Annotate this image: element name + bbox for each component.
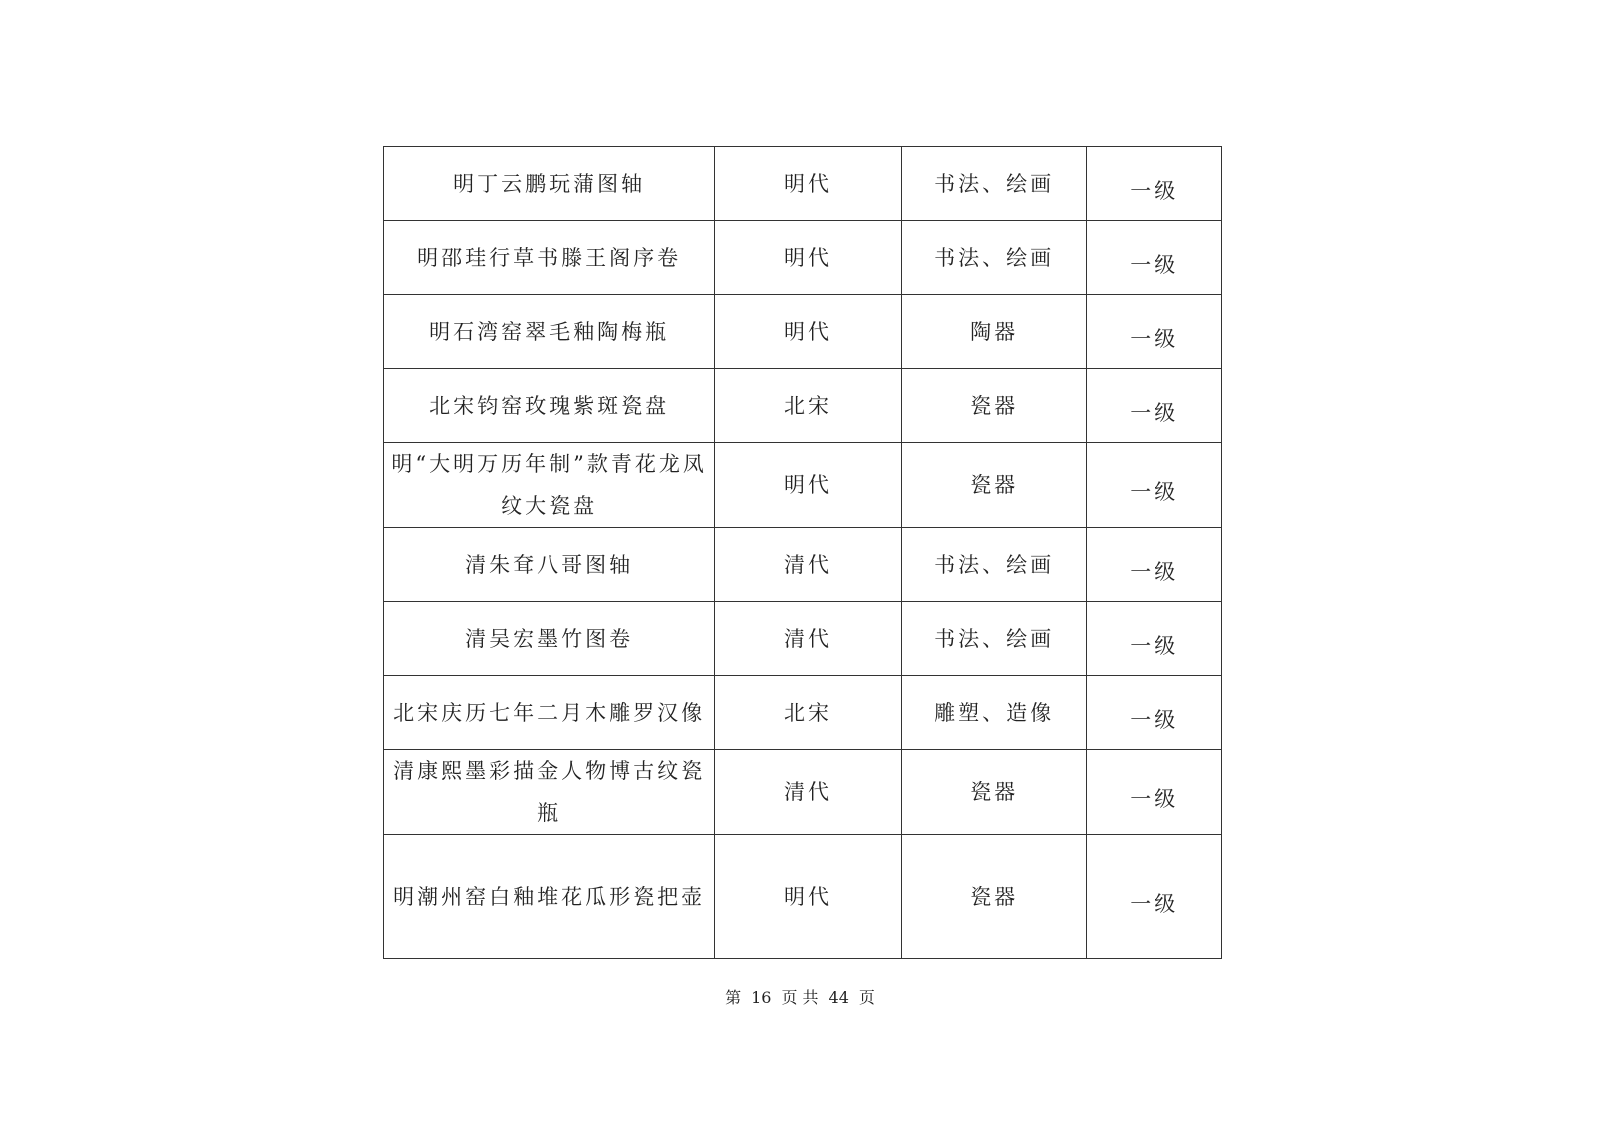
relic-era: 明代 <box>715 835 902 959</box>
relic-level: 一级 <box>1087 443 1222 528</box>
relic-level: 一级 <box>1087 602 1222 676</box>
relic-level: 一级 <box>1087 369 1222 443</box>
relic-name: 明潮州窑白釉堆花瓜形瓷把壶 <box>384 835 715 959</box>
relic-era: 清代 <box>715 528 902 602</box>
relic-level: 一级 <box>1087 147 1222 221</box>
relic-era: 北宋 <box>715 369 902 443</box>
relic-category: 书法、绘画 <box>901 528 1087 602</box>
relic-era: 清代 <box>715 602 902 676</box>
relic-level: 一级 <box>1087 295 1222 369</box>
relic-category: 书法、绘画 <box>901 221 1087 295</box>
relic-name: 北宋庆历七年二月木雕罗汉像 <box>384 676 715 750</box>
table-row <box>384 602 1222 676</box>
footer-suffix: 页 <box>858 988 875 1007</box>
relic-category: 瓷器 <box>901 443 1087 528</box>
relic-name: 清吴宏墨竹图卷 <box>384 602 715 676</box>
relic-category: 瓷器 <box>901 369 1087 443</box>
footer-prefix: 第 <box>725 988 742 1007</box>
relic-era: 北宋 <box>715 676 902 750</box>
table-row <box>384 676 1222 750</box>
page-number-footer <box>0 985 1600 1008</box>
relic-era: 明代 <box>715 147 902 221</box>
relic-name: 北宋钧窑玫瑰紫斑瓷盘 <box>384 369 715 443</box>
table-row <box>384 443 1222 528</box>
relic-category: 瓷器 <box>901 750 1087 835</box>
relic-name: 明“大明万历年制”款青花龙凤纹大瓷盘 <box>384 443 715 528</box>
table-row <box>384 147 1222 221</box>
relic-name: 清康熙墨彩描金人物博古纹瓷瓶 <box>384 750 715 835</box>
footer-middle: 页 共 <box>781 988 819 1007</box>
relic-era: 明代 <box>715 443 902 528</box>
total-pages-number: 44 <box>828 988 849 1007</box>
relic-level: 一级 <box>1087 750 1222 835</box>
relic-category: 瓷器 <box>901 835 1087 959</box>
relic-category: 陶器 <box>901 295 1087 369</box>
table-row <box>384 528 1222 602</box>
table-row <box>384 295 1222 369</box>
table-row <box>384 835 1222 959</box>
table-row <box>384 221 1222 295</box>
relic-level: 一级 <box>1087 835 1222 959</box>
relic-name: 明石湾窑翠毛釉陶梅瓶 <box>384 295 715 369</box>
relic-era: 明代 <box>715 221 902 295</box>
relic-era: 明代 <box>715 295 902 369</box>
relic-level: 一级 <box>1087 676 1222 750</box>
relic-level: 一级 <box>1087 221 1222 295</box>
relic-name: 清朱耷八哥图轴 <box>384 528 715 602</box>
current-page-number: 16 <box>751 988 772 1007</box>
relic-category: 书法、绘画 <box>901 602 1087 676</box>
relic-name: 明丁云鹏玩蒲图轴 <box>384 147 715 221</box>
table-row <box>384 750 1222 835</box>
relic-category: 雕塑、造像 <box>901 676 1087 750</box>
relic-level: 一级 <box>1087 528 1222 602</box>
relic-era: 清代 <box>715 750 902 835</box>
relic-name: 明邵珪行草书滕王阁序卷 <box>384 221 715 295</box>
relic-category: 书法、绘画 <box>901 147 1087 221</box>
relics-table <box>383 146 1222 959</box>
table-row <box>384 369 1222 443</box>
